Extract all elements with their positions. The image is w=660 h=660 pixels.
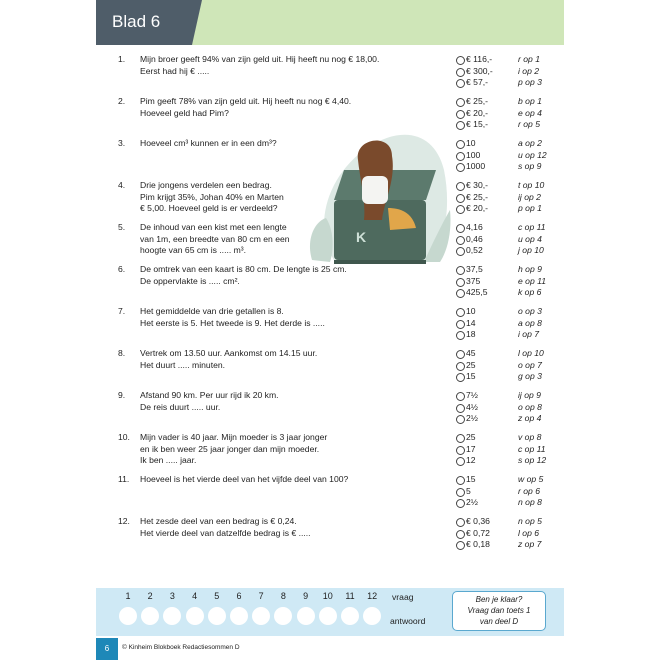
question-line: Het duurt ..... minuten. [140,359,226,370]
question-line: De inhoud van een kist met een lengte [140,222,287,232]
option-code: o op 8 [518,401,542,412]
question-line: van 1m, een breedte van 80 cm en een [140,233,290,244]
option-code: p op 3 [518,77,542,87]
radio-circle-icon[interactable] [456,194,465,203]
option-code: o op 3 [518,306,542,316]
option-value: 4½ [466,401,478,412]
question-line: Pim krijgt 35%, Johan 40% en Marten [140,191,284,202]
question-line: De omtrek van een kaart is 80 cm. De lengte is 25 cm. [140,264,347,274]
radio-circle-icon[interactable] [456,362,465,371]
option-code: l op 10 [518,348,544,358]
radio-circle-icon[interactable] [456,350,465,359]
option-value: 15 [466,474,476,484]
option-code: e op 4 [518,107,542,118]
answer-circle[interactable] [297,607,315,625]
answer-option[interactable] [456,329,576,341]
finished-line-3: van deel D [479,617,519,626]
answer-option[interactable] [456,516,576,528]
option-code: w op 5 [518,474,544,484]
answer-options [456,390,576,425]
radio-circle-icon[interactable] [456,224,465,233]
question-line: Het zesde deel van een bedrag is € 0,24. [140,516,297,526]
answer-option[interactable] [456,497,576,509]
answer-options [456,516,576,551]
finished-line-2: Vraag dan toets 1 [467,606,531,615]
radio-circle-icon[interactable] [456,457,465,466]
option-code: c op 11 [518,443,546,454]
option-code: r op 1 [518,54,540,64]
question-number: 4. [118,180,126,190]
radio-circle-icon[interactable] [456,182,465,191]
answer-options [456,264,576,299]
question-number: 3. [118,138,126,148]
radio-circle-icon[interactable] [456,68,465,77]
radio-circle-icon[interactable] [456,446,465,455]
option-code: n op 5 [518,516,542,526]
question-number: 5. [118,222,126,232]
option-code: z op 7 [518,539,542,549]
answer-option[interactable] [456,66,576,78]
answer-number: 3 [169,591,175,601]
radio-circle-icon[interactable] [456,236,465,245]
answer-option[interactable] [456,371,576,383]
answer-option[interactable] [456,150,576,162]
answer-circle[interactable] [363,607,381,625]
option-value: 425,5 [466,287,488,297]
option-code: e op 11 [518,275,547,286]
option-value: 2½ [466,497,478,507]
answer-number: 11 [345,591,355,601]
question-number: 6. [118,264,126,274]
answer-options [456,432,576,467]
option-value: € 20,- [466,203,488,213]
option-code: b op 1 [518,96,542,106]
answer-number: 6 [236,591,242,601]
answer-option[interactable] [456,264,576,276]
answer-circle[interactable] [341,607,359,625]
option-value: € 0,72 [466,527,490,538]
antwoord-label: antwoord [390,616,426,626]
question-line: Ik ben ..... jaar. [140,455,197,465]
answer-options [456,96,576,131]
answer-option[interactable] [456,539,576,551]
finished-box [452,591,546,631]
radio-circle-icon[interactable] [456,499,465,508]
radio-circle-icon[interactable] [456,79,465,88]
answer-circle[interactable] [119,607,137,625]
question-line: Afstand 90 km. Per uur rijd ik 20 km. [140,390,279,400]
footer [96,638,564,660]
radio-circle-icon[interactable] [456,308,465,317]
radio-circle-icon[interactable] [456,392,465,401]
question-line: en ik ben weer 25 jaar jonger dan mijn moeder. [140,443,320,454]
answer-option[interactable] [456,276,576,288]
option-value: € 57,- [466,77,488,87]
radio-circle-icon[interactable] [456,205,465,214]
option-code: i op 7 [518,329,540,339]
answer-option[interactable] [456,444,576,456]
question-number: 8. [118,348,126,358]
answer-circle[interactable] [319,607,337,625]
worksheet-page [96,0,564,660]
answer-option[interactable] [456,192,576,204]
question-line: Hoeveel is het vierde deel van het vijfde deel van 100? [140,474,349,484]
option-value: 15 [466,371,476,381]
answer-options [456,54,576,89]
option-value: 2½ [466,413,478,423]
option-code: r op 5 [518,119,540,129]
answer-circle[interactable] [230,607,248,625]
question-line: hoogte van 65 cm is ..... m³. [140,245,247,255]
option-value: € 116,- [466,54,493,64]
vraag-label: vraag [392,592,414,602]
header-tab [96,0,192,45]
answer-option[interactable] [456,287,576,299]
option-code: n op 8 [518,497,542,507]
question-text [140,54,400,77]
answer-option[interactable] [456,108,576,120]
question-line: Het vierde deel van datzelfde bedrag is € ..... [140,527,311,538]
answer-option[interactable] [456,77,576,89]
answer-option[interactable] [456,455,576,467]
radio-circle-icon[interactable] [456,488,465,497]
question-line: Hoeveel cm³ kunnen er in een dm³? [140,138,277,148]
answer-number: 12 [367,591,378,601]
answer-circle[interactable] [186,607,204,625]
radio-circle-icon[interactable] [456,140,465,149]
option-code: s op 9 [518,161,542,171]
answer-number: 7 [258,591,264,601]
question-line: Mijn broer geeft 94% van zijn geld uit. Hij heeft nu nog € 18,00. [140,54,380,64]
option-value: 17 [466,443,476,454]
radio-circle-icon[interactable] [456,56,465,65]
option-value: 25 [466,359,476,370]
answer-number: 4 [192,591,198,601]
radio-circle-icon[interactable] [456,373,465,382]
option-code: o op 7 [518,359,542,370]
answer-options [456,180,576,215]
radio-circle-icon[interactable] [456,163,465,172]
option-value: 0,46 [466,233,483,244]
radio-circle-icon[interactable] [456,415,465,424]
answer-circle[interactable] [208,607,226,625]
question-line: Eerst had hij € ..... [140,65,210,76]
option-code: u op 4 [518,233,542,244]
answer-option[interactable] [456,245,576,257]
option-value: 45 [466,348,476,358]
question-line: Vertrek om 13.50 uur. Aankomst om 14.15 uur. [140,348,318,358]
answer-options [456,474,576,509]
answer-option[interactable] [456,390,576,402]
option-code: k op 6 [518,287,542,297]
option-value: € 25,- [466,191,488,202]
option-value: 375 [466,275,481,286]
girl-in-chest-illustration [304,110,452,270]
radio-circle-icon[interactable] [456,320,465,329]
answer-number: 1 [125,591,131,601]
option-value: € 0,18 [466,539,490,549]
answer-number: 5 [214,591,220,601]
answer-option[interactable] [456,474,576,486]
option-value: 14 [466,317,476,328]
question-text [140,348,400,371]
question-line: € 5,00. Hoeveel geld is er verdeeld? [140,203,278,213]
answer-circle[interactable] [252,607,270,625]
answer-option[interactable] [456,138,576,150]
option-code: g op 3 [518,371,542,381]
answer-option[interactable] [456,318,576,330]
copyright: © Kinheim Blokboek Redactiesommen D [122,644,240,651]
radio-circle-icon[interactable] [456,121,465,130]
option-value: 18 [466,329,476,339]
answer-circle[interactable] [274,607,292,625]
question-line: Drie jongens verdelen een bedrag. [140,180,272,190]
radio-circle-icon[interactable] [456,434,465,443]
option-code: z op 4 [518,413,542,423]
question-number: 10. [118,432,130,442]
answer-option[interactable] [456,360,576,372]
answer-option[interactable] [456,222,576,234]
header-band [96,0,564,45]
option-code: s op 12 [518,455,547,465]
option-value: 5 [466,485,471,496]
option-value: € 15,- [466,119,488,129]
answer-option[interactable] [456,119,576,131]
radio-circle-icon[interactable] [456,331,465,340]
answer-number: 2 [147,591,153,601]
question-line: Hoeveel geld had Pim? [140,107,229,118]
radio-circle-icon[interactable] [456,152,465,161]
question-text [140,432,400,467]
option-value: 10 [466,306,476,316]
radio-circle-icon[interactable] [456,278,465,287]
answer-option[interactable] [456,234,576,246]
answer-option[interactable] [456,96,576,108]
option-code: l op 6 [518,527,540,538]
question-number: 2. [118,96,126,106]
answer-option[interactable] [456,203,576,215]
question-text [140,474,400,486]
answer-number: 10 [322,591,333,601]
answer-option[interactable] [456,402,576,414]
option-value: € 25,- [466,96,488,106]
svg-text:K: K [356,229,367,245]
option-value: 10 [466,138,476,148]
question-line: Het gemiddelde van drie getallen is 8. [140,306,284,316]
question-number: 12. [118,516,130,526]
option-code: c op 11 [518,222,546,232]
radio-circle-icon[interactable] [456,289,465,298]
answer-options [456,348,576,383]
answer-option[interactable] [456,306,576,318]
option-value: € 20,- [466,107,488,118]
question-number: 1. [118,54,126,64]
answer-options [456,138,576,173]
answer-option[interactable] [456,161,576,173]
answer-option[interactable] [456,413,576,425]
answer-option[interactable] [456,432,576,444]
radio-circle-icon[interactable] [456,110,465,119]
question-line: De reis duurt ..... uur. [140,401,221,412]
question-text [140,306,400,329]
radio-circle-icon[interactable] [456,404,465,413]
radio-circle-icon[interactable] [456,98,465,107]
answer-bar [96,588,564,636]
answer-circle[interactable] [141,607,159,625]
radio-circle-icon[interactable] [456,247,465,256]
option-value: 0,52 [466,245,483,255]
radio-circle-icon[interactable] [456,541,465,550]
question-text [140,516,400,539]
radio-circle-icon[interactable] [456,518,465,527]
answer-option[interactable] [456,528,576,540]
question-number: 11. [118,474,130,484]
answer-option[interactable] [456,180,576,192]
question-line: Pim geeft 78% van zijn geld uit. Hij heeft nu nog € 4,40. [140,96,352,106]
option-code: r op 6 [518,485,540,496]
option-value: 12 [466,455,476,465]
answer-option[interactable] [456,486,576,498]
option-code: p op 1 [518,203,542,213]
question-line: De oppervlakte is ..... cm². [140,275,240,286]
option-code: h op 9 [518,264,542,274]
answer-circle[interactable] [163,607,181,625]
answer-option[interactable] [456,54,576,66]
answer-options [456,222,576,257]
option-code: a op 8 [518,317,542,328]
finished-line-1: Ben je klaar? [475,595,523,604]
question-line: Mijn vader is 40 jaar. Mijn moeder is 3 jaar jonger [140,432,328,442]
page-number: 6 [96,638,118,660]
option-value: 37,5 [466,264,483,274]
option-value: 7½ [466,390,478,400]
option-value: € 300,- [466,65,493,76]
question-line: Het eerste is 5. Het tweede is 9. Het derde is ..... [140,317,325,328]
option-value: 25 [466,432,476,442]
option-value: € 30,- [466,180,488,190]
option-code: a op 2 [518,138,542,148]
option-value: 4,16 [466,222,483,232]
option-value: 1000 [466,161,486,171]
radio-circle-icon[interactable] [456,266,465,275]
radio-circle-icon[interactable] [456,530,465,539]
question-number: 7. [118,306,126,316]
option-value: € 0,36 [466,516,490,526]
option-code: v op 8 [518,432,542,442]
answer-number: 8 [280,591,286,601]
option-code: ij op 2 [518,191,541,202]
radio-circle-icon[interactable] [456,476,465,485]
question-text [140,390,400,413]
question-number: 9. [118,390,126,400]
option-code: ij op 9 [518,390,541,400]
option-code: i op 2 [518,65,540,76]
option-code: j op 10 [518,245,544,255]
option-code: u op 12 [518,149,547,160]
answer-options [456,306,576,341]
option-value: 100 [466,149,481,160]
option-code: t op 10 [518,180,545,190]
answer-number: 9 [303,591,309,601]
page-title: Blad 6 [112,12,161,31]
answer-option[interactable] [456,348,576,360]
